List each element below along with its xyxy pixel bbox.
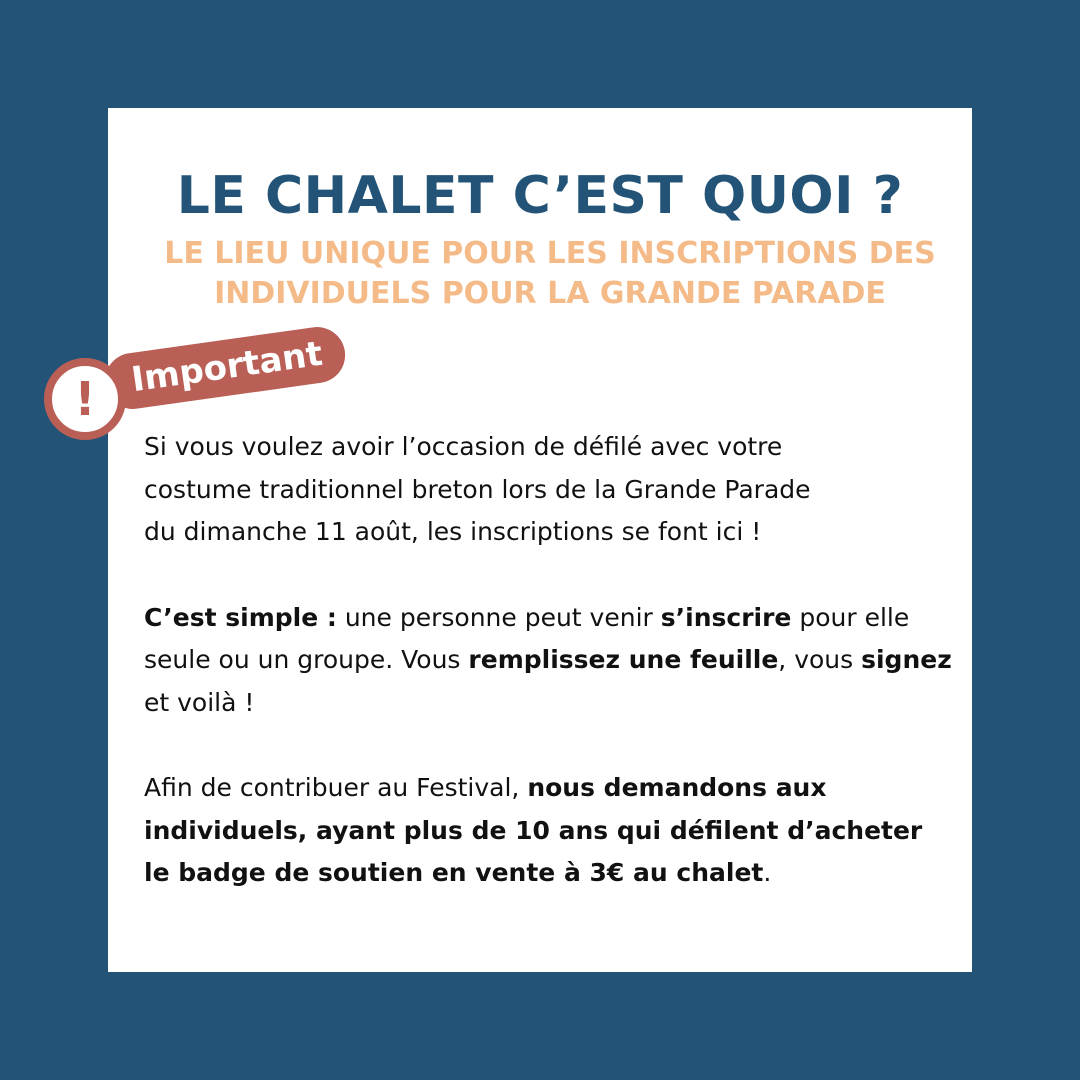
- simple-bold-2: remplissez une feuille: [468, 645, 779, 674]
- subtitle-line-1: LE LIEU UNIQUE POUR LES INSCRIPTIONS DES: [164, 236, 936, 271]
- subtitle-line-2: INDIVIDUELS POUR LA GRANDE PARADE: [214, 276, 886, 311]
- important-badge: [44, 322, 354, 438]
- intro-line-2: costume traditionnel breton lors de la Grande Parade: [144, 474, 811, 504]
- simple-text-1: une personne peut venir: [336, 602, 661, 632]
- simple-text-2: pour elle seule ou un groupe. Vous: [144, 602, 910, 674]
- paragraph-simple: [144, 597, 954, 725]
- contribution-bold: nous demandons aux individuels, ayant plus de 10 ans qui défilent d’acheter le badge de soutien en vente à 3€ au chalet: [144, 773, 923, 887]
- content-card: [74, 108, 972, 972]
- contribution-text-2: .: [763, 858, 772, 887]
- intro-line-1: Si vous voulez avoir l’occasion de défilé avec votre: [144, 432, 783, 461]
- simple-text-3: , vous: [778, 645, 862, 674]
- page-subtitle: [138, 234, 962, 314]
- body-text: [144, 426, 954, 938]
- exclamation-icon: !: [74, 372, 96, 426]
- page-title: LE CHALET C’EST QUOI ?: [176, 166, 904, 226]
- simple-lead: C’est simple :: [144, 602, 337, 632]
- contribution-text-1: Afin de contribuer au Festival,: [144, 773, 528, 802]
- badge-label: Important: [129, 333, 325, 401]
- exclamation-circle: [44, 358, 126, 440]
- paragraph-contribution: [144, 767, 954, 895]
- intro-line-3: du dimanche 11 août, les inscriptions se font ici !: [144, 517, 762, 546]
- simple-text-4: et voilà !: [144, 687, 255, 717]
- simple-bold-3: signez: [861, 645, 952, 674]
- paragraph-intro: [144, 426, 954, 554]
- simple-bold-1: s’inscrire: [660, 602, 792, 632]
